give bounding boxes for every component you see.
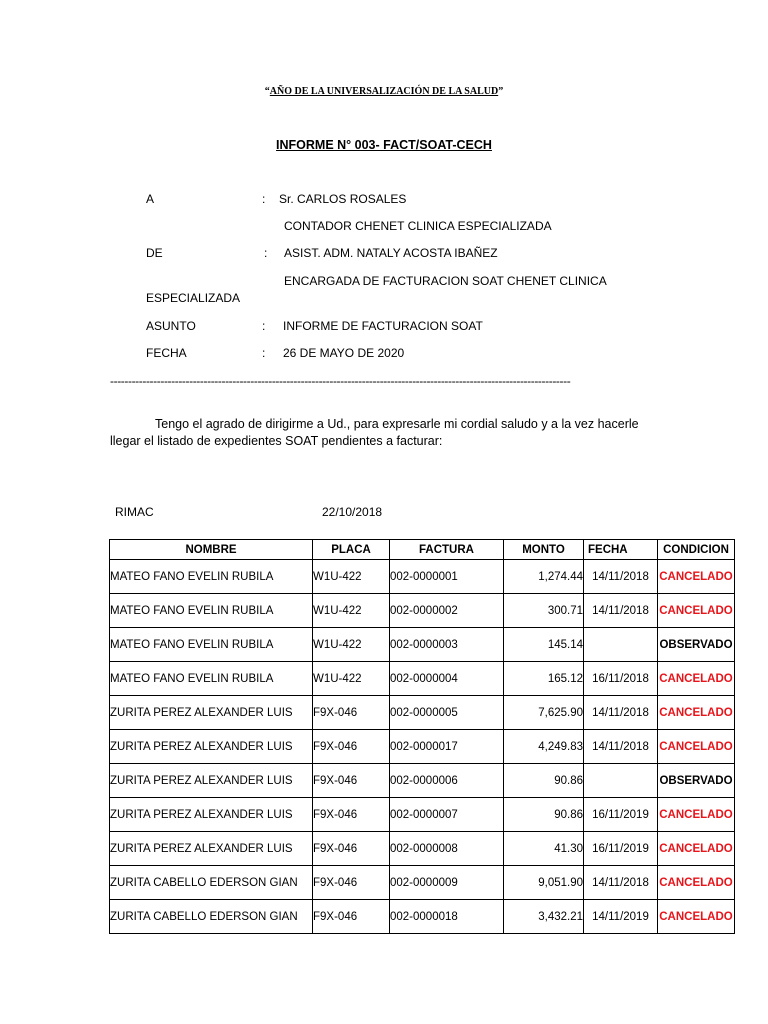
body-line-1: Tengo el agrado de dirigirme a Ud., para expresarle mi cordial saludo y a la vez hacerle (155, 417, 639, 431)
insurer-label: RIMAC (115, 505, 154, 519)
cell-factura: 002-0000002 (390, 594, 504, 628)
cell-monto: 90.86 (504, 764, 584, 798)
quote-open: “ (264, 86, 270, 97)
year-heading-text: AÑO DE LA UNIVERSALIZACIÓN DE LA SALUD (269, 86, 499, 97)
memo-fecha-label: FECHA (146, 346, 187, 360)
cell-condicion: CANCELADO (658, 696, 735, 730)
cell-nombre: ZURITA PEREZ ALEXANDER LUIS (110, 730, 313, 764)
cell-fecha: 14/11/2018 (584, 560, 658, 594)
col-header-condicion: CONDICION (658, 540, 735, 560)
billing-table (109, 539, 735, 934)
cell-placa: F9X-046 (313, 798, 390, 832)
table-row (110, 696, 735, 730)
cell-monto: 4,249.83 (504, 730, 584, 764)
cell-nombre: ZURITA PEREZ ALEXANDER LUIS (110, 696, 313, 730)
cell-placa: F9X-046 (313, 900, 390, 934)
cell-placa: F9X-046 (313, 832, 390, 866)
memo-asunto-value: INFORME DE FACTURACION SOAT (283, 319, 483, 333)
table-row (110, 900, 735, 934)
memo-asunto-label: ASUNTO (146, 319, 196, 333)
col-header-monto: MONTO (504, 540, 584, 560)
cell-factura: 002-0000001 (390, 560, 504, 594)
table-row (110, 730, 735, 764)
cell-nombre: ZURITA PEREZ ALEXANDER LUIS (110, 764, 313, 798)
cell-placa: F9X-046 (313, 730, 390, 764)
table-row (110, 594, 735, 628)
cell-condicion: CANCELADO (658, 866, 735, 900)
cell-monto: 41.30 (504, 832, 584, 866)
cell-fecha: 14/11/2018 (584, 696, 658, 730)
cell-factura: 002-0000005 (390, 696, 504, 730)
body-line-2: llegar el listado de expedientes SOAT pendientes a facturar: (110, 434, 443, 448)
cell-factura: 002-0000009 (390, 866, 504, 900)
cell-nombre: ZURITA PEREZ ALEXANDER LUIS (110, 832, 313, 866)
memo-a-label: A (146, 192, 155, 206)
cell-monto: 1,274.44 (504, 560, 584, 594)
cell-placa: W1U-422 (313, 628, 390, 662)
cell-fecha: 14/11/2018 (584, 594, 658, 628)
memo-de-role-line1: ENCARGADA DE FACTURACION SOAT CHENET CLINICA (284, 274, 607, 288)
cell-factura: 002-0000007 (390, 798, 504, 832)
col-header-placa: PLACA (313, 540, 390, 560)
cell-monto: 300.71 (504, 594, 584, 628)
cell-fecha: 14/11/2018 (584, 730, 658, 764)
cell-nombre: ZURITA CABELLO EDERSON GIAN (110, 900, 313, 934)
cell-monto: 7,625.90 (504, 696, 584, 730)
quote-close: ” (498, 86, 504, 97)
cell-placa: W1U-422 (313, 560, 390, 594)
table-row (110, 662, 735, 696)
memo-a-colon: : (262, 192, 266, 206)
cell-nombre: ZURITA PEREZ ALEXANDER LUIS (110, 798, 313, 832)
table-row (110, 628, 735, 662)
memo-a-name: Sr. CARLOS ROSALES (279, 192, 407, 206)
memo-de-name: ASIST. ADM. NATALY ACOSTA IBAÑEZ (284, 246, 498, 260)
cell-condicion: CANCELADO (658, 832, 735, 866)
cell-nombre: MATEO FANO EVELIN RUBILA (110, 628, 313, 662)
cell-monto: 90.86 (504, 798, 584, 832)
table-row (110, 560, 735, 594)
cell-nombre: MATEO FANO EVELIN RUBILA (110, 662, 313, 696)
cell-monto: 3,432.21 (504, 900, 584, 934)
divider-line: -------------------------------------------------------------------------------------------------------------------------------- (110, 374, 571, 388)
cell-placa: W1U-422 (313, 594, 390, 628)
cell-factura: 002-0000004 (390, 662, 504, 696)
col-header-fecha: FECHA (584, 540, 658, 560)
section-date: 22/10/2018 (322, 505, 383, 519)
cell-factura: 002-0000017 (390, 730, 504, 764)
cell-placa: F9X-046 (313, 696, 390, 730)
cell-condicion: CANCELADO (658, 798, 735, 832)
cell-fecha: 14/11/2018 (584, 866, 658, 900)
cell-placa: F9X-046 (313, 866, 390, 900)
cell-condicion: CANCELADO (658, 662, 735, 696)
cell-nombre: MATEO FANO EVELIN RUBILA (110, 560, 313, 594)
memo-asunto-colon: : (262, 319, 266, 333)
table-header-row (110, 540, 735, 560)
cell-fecha (584, 764, 658, 798)
memo-de-label: DE (146, 246, 163, 260)
cell-condicion: CANCELADO (658, 900, 735, 934)
cell-placa: W1U-422 (313, 662, 390, 696)
cell-factura: 002-0000008 (390, 832, 504, 866)
cell-condicion: CANCELADO (658, 594, 735, 628)
cell-factura: 002-0000006 (390, 764, 504, 798)
table-row (110, 866, 735, 900)
cell-factura: 002-0000018 (390, 900, 504, 934)
cell-placa: F9X-046 (313, 764, 390, 798)
cell-monto: 145.14 (504, 628, 584, 662)
cell-condicion: CANCELADO (658, 560, 735, 594)
memo-a-role: CONTADOR CHENET CLINICA ESPECIALIZADA (284, 219, 552, 233)
memo-de-colon: : (264, 246, 268, 260)
memo-fecha-value: 26 DE MAYO DE 2020 (283, 346, 405, 360)
cell-factura: 002-0000003 (390, 628, 504, 662)
col-header-factura: FACTURA (390, 540, 504, 560)
col-header-nombre: NOMBRE (110, 540, 313, 560)
cell-condicion: CANCELADO (658, 730, 735, 764)
table-row (110, 764, 735, 798)
cell-fecha: 16/11/2019 (584, 798, 658, 832)
cell-fecha: 16/11/2019 (584, 832, 658, 866)
cell-condicion: OBSERVADO (658, 628, 735, 662)
memo-fecha-colon: : (262, 346, 266, 360)
cell-nombre: MATEO FANO EVELIN RUBILA (110, 594, 313, 628)
cell-condicion: OBSERVADO (658, 764, 735, 798)
cell-fecha: 14/11/2019 (584, 900, 658, 934)
cell-monto: 165.12 (504, 662, 584, 696)
cell-monto: 9,051.90 (504, 866, 584, 900)
cell-fecha: 16/11/2018 (584, 662, 658, 696)
cell-nombre: ZURITA CABELLO EDERSON GIAN (110, 866, 313, 900)
cell-fecha (584, 628, 658, 662)
memo-de-role-line2: ESPECIALIZADA (146, 291, 241, 305)
table-row (110, 832, 735, 866)
table-row (110, 798, 735, 832)
year-heading (0, 86, 768, 97)
report-title: INFORME N° 003- FACT/SOAT-CECH (276, 138, 492, 152)
